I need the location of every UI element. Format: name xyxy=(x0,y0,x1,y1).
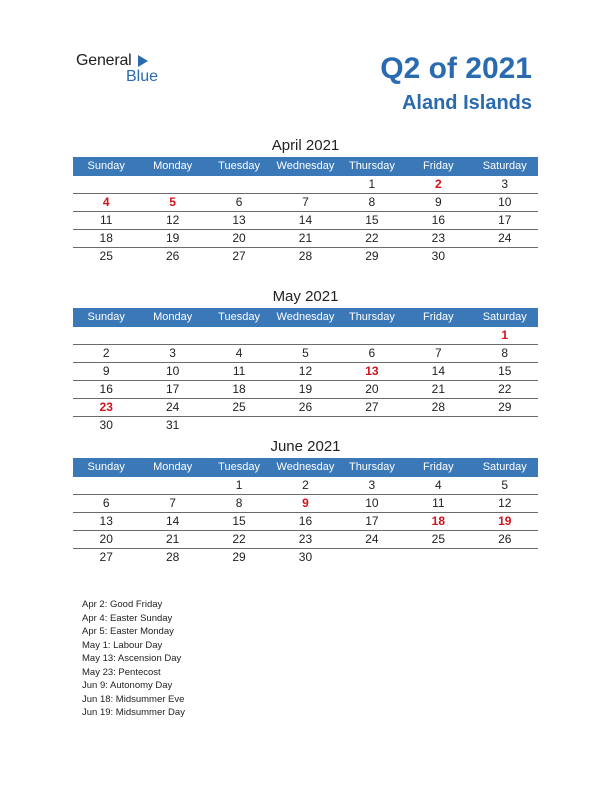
day-cell: 26 xyxy=(498,532,512,546)
weekday-header-tuesday: Tuesday xyxy=(218,311,260,323)
weekday-header-thursday: Thursday xyxy=(348,311,395,323)
weekday-header-monday: Monday xyxy=(153,311,193,323)
day-cell: 2 xyxy=(434,177,442,191)
week-row xyxy=(73,513,538,531)
holiday-item: May 13: Ascension Day xyxy=(82,653,182,664)
day-cell: 25 xyxy=(431,532,445,546)
day-cell: 21 xyxy=(165,532,180,546)
week-row xyxy=(73,363,538,381)
empty-day-cell xyxy=(139,327,205,344)
day-cell: 2 xyxy=(302,478,309,492)
month-title: June 2021 xyxy=(270,438,341,455)
day-cell: 9 xyxy=(102,364,110,378)
day-cell: 4 xyxy=(235,346,243,360)
day-cell: 16 xyxy=(431,213,445,227)
empty-day-cell xyxy=(73,176,139,193)
day-cell: 24 xyxy=(498,231,512,245)
day-cell: 30 xyxy=(298,550,313,564)
empty-day-cell xyxy=(139,477,205,494)
logo-general-text: General xyxy=(76,52,132,69)
logo-blue-text: Blue xyxy=(126,68,159,85)
week-row xyxy=(73,176,538,194)
day-cell: 23 xyxy=(99,400,113,414)
empty-day-cell xyxy=(272,176,338,193)
empty-day-cell xyxy=(339,327,405,344)
day-cell: 20 xyxy=(232,231,246,245)
day-cell: 14 xyxy=(165,514,180,528)
day-cell: 17 xyxy=(498,213,512,227)
day-cell: 20 xyxy=(365,382,379,396)
day-cell: 1 xyxy=(368,177,376,191)
generalblue-logo xyxy=(76,52,186,88)
day-cell: 5 xyxy=(501,478,509,492)
day-cell: 27 xyxy=(99,550,113,564)
empty-day-cell xyxy=(206,327,272,344)
empty-day-cell xyxy=(272,327,338,344)
day-cell: 7 xyxy=(434,346,442,360)
day-cell: 30 xyxy=(431,249,445,263)
holiday-item: Apr 5: Easter Monday xyxy=(82,626,174,637)
day-cell: 16 xyxy=(99,382,113,396)
empty-day-cell xyxy=(405,549,471,566)
calendar-april xyxy=(73,135,538,265)
day-cell: 18 xyxy=(99,231,113,245)
day-cell: 8 xyxy=(501,346,509,360)
empty-day-cell xyxy=(73,477,139,494)
day-cell: 27 xyxy=(232,249,246,263)
day-cell: 24 xyxy=(165,400,180,414)
page-title: Q2 of 2021 xyxy=(380,52,532,85)
weekday-header-friday: Friday xyxy=(423,461,454,473)
weekday-header-thursday: Thursday xyxy=(348,461,395,473)
day-cell: 10 xyxy=(365,496,379,510)
day-cell: 13 xyxy=(365,364,379,378)
week-row xyxy=(73,477,538,495)
day-cell: 12 xyxy=(298,364,313,378)
day-cell: 29 xyxy=(365,249,379,263)
week-row xyxy=(73,248,538,265)
day-cell: 19 xyxy=(298,382,313,396)
holiday-list xyxy=(82,598,185,720)
day-cell: 21 xyxy=(431,382,445,396)
empty-day-cell xyxy=(472,549,538,566)
week-row xyxy=(73,399,538,417)
empty-day-cell xyxy=(73,327,139,344)
day-cell: 4 xyxy=(102,195,110,209)
holiday-item: Apr 4: Easter Sunday xyxy=(82,612,173,624)
day-cell: 10 xyxy=(498,195,512,209)
day-cell: 5 xyxy=(169,195,176,209)
empty-day-cell xyxy=(206,176,272,193)
weekday-header-tuesday: Tuesday xyxy=(218,461,260,473)
day-cell: 3 xyxy=(368,478,376,492)
day-cell: 7 xyxy=(302,195,309,209)
day-cell: 22 xyxy=(232,532,246,546)
weekday-header-wednesday: Wednesday xyxy=(276,160,335,172)
day-cell: 14 xyxy=(298,213,313,227)
week-row xyxy=(73,345,538,363)
day-cell: 11 xyxy=(232,364,246,378)
day-cell: 13 xyxy=(99,514,113,528)
day-cell: 6 xyxy=(368,346,376,360)
weekday-header-friday: Friday xyxy=(423,311,454,323)
day-cell: 31 xyxy=(165,418,180,432)
day-cell: 3 xyxy=(501,177,509,191)
week-row xyxy=(73,230,538,248)
empty-day-cell xyxy=(206,417,272,434)
week-row xyxy=(73,531,538,549)
day-cell: 7 xyxy=(169,496,176,510)
day-cell: 8 xyxy=(235,496,243,510)
day-cell: 22 xyxy=(365,231,379,245)
holiday-item: Jun 9: Autonomy Day xyxy=(82,680,173,691)
day-cell: 28 xyxy=(165,550,180,564)
month-title: May 2021 xyxy=(272,288,339,305)
holiday-item: Jun 19: Midsummer Day xyxy=(82,707,185,718)
weekday-header-wednesday: Wednesday xyxy=(276,311,335,323)
calendar-may xyxy=(73,286,538,434)
day-cell: 12 xyxy=(498,496,512,510)
month-title: April 2021 xyxy=(271,137,340,154)
empty-day-cell xyxy=(405,327,471,344)
day-cell: 28 xyxy=(298,249,313,263)
day-cell: 23 xyxy=(298,532,313,546)
holiday-item: Apr 2: Good Friday xyxy=(82,599,163,610)
weekday-header-wednesday: Wednesday xyxy=(276,461,335,473)
holiday-item: Jun 18: Midsummer Eve xyxy=(82,693,185,705)
day-cell: 30 xyxy=(99,418,113,432)
day-cell: 6 xyxy=(102,496,110,510)
day-cell: 19 xyxy=(498,514,512,528)
weekday-header-friday: Friday xyxy=(423,160,454,172)
weekday-header-saturday: Saturday xyxy=(482,160,527,172)
day-cell: 4 xyxy=(434,478,442,492)
day-cell: 18 xyxy=(232,382,246,396)
day-cell: 29 xyxy=(498,400,512,414)
day-cell: 8 xyxy=(368,195,376,209)
holiday-item: May 1: Labour Day xyxy=(82,639,163,651)
day-cell: 16 xyxy=(298,514,313,528)
day-cell: 29 xyxy=(232,550,246,564)
calendar-june xyxy=(73,436,538,566)
holiday-item: May 23: Pentecost xyxy=(82,666,161,678)
week-row xyxy=(73,327,538,345)
empty-day-cell xyxy=(339,549,405,566)
day-cell: 9 xyxy=(302,496,309,510)
page-subtitle: Aland Islands xyxy=(401,92,532,114)
day-cell: 19 xyxy=(165,231,180,245)
day-cell: 1 xyxy=(501,328,509,342)
day-cell: 25 xyxy=(232,400,246,414)
empty-day-cell xyxy=(139,176,205,193)
day-cell: 22 xyxy=(498,382,512,396)
day-cell: 12 xyxy=(165,213,180,227)
day-cell: 15 xyxy=(498,364,512,378)
day-cell: 24 xyxy=(365,532,379,546)
empty-day-cell xyxy=(472,248,538,265)
day-cell: 3 xyxy=(169,346,176,360)
day-cell: 18 xyxy=(431,514,445,528)
day-cell: 20 xyxy=(99,532,113,546)
day-cell: 17 xyxy=(165,382,180,396)
day-cell: 1 xyxy=(235,478,243,492)
weekday-header-saturday: Saturday xyxy=(482,311,527,323)
day-cell: 11 xyxy=(99,213,113,227)
weekday-header-monday: Monday xyxy=(153,160,193,172)
week-row xyxy=(73,381,538,399)
weekday-header-tuesday: Tuesday xyxy=(218,160,260,172)
empty-day-cell xyxy=(472,417,538,434)
weekday-header-thursday: Thursday xyxy=(348,160,395,172)
day-cell: 15 xyxy=(365,213,379,227)
day-cell: 11 xyxy=(432,496,445,510)
week-row xyxy=(73,549,538,566)
day-cell: 5 xyxy=(302,346,309,360)
day-cell: 2 xyxy=(102,346,110,360)
day-cell: 26 xyxy=(165,249,180,263)
weekday-header-monday: Monday xyxy=(153,461,193,473)
day-cell: 26 xyxy=(298,400,313,414)
day-cell: 6 xyxy=(235,195,243,209)
weekday-header-row xyxy=(73,157,538,176)
week-row xyxy=(73,194,538,212)
day-cell: 17 xyxy=(365,514,379,528)
logo-flag-icon xyxy=(138,55,148,67)
weekday-header-row xyxy=(73,308,538,327)
day-cell: 28 xyxy=(431,400,445,414)
weekday-header-saturday: Saturday xyxy=(482,461,527,473)
weekday-header-sunday: Sunday xyxy=(87,311,125,323)
day-cell: 15 xyxy=(232,514,246,528)
day-cell: 21 xyxy=(298,231,313,245)
day-cell: 10 xyxy=(165,364,180,378)
week-row xyxy=(73,495,538,513)
day-cell: 23 xyxy=(431,231,445,245)
day-cell: 13 xyxy=(232,213,246,227)
week-row xyxy=(73,417,538,434)
empty-day-cell xyxy=(339,417,405,434)
empty-day-cell xyxy=(405,417,471,434)
weekday-header-row xyxy=(73,458,538,477)
weekday-header-sunday: Sunday xyxy=(87,461,125,473)
day-cell: 25 xyxy=(99,249,113,263)
day-cell: 27 xyxy=(365,400,379,414)
week-row xyxy=(73,212,538,230)
day-cell: 14 xyxy=(431,364,445,378)
empty-day-cell xyxy=(272,417,338,434)
day-cell: 9 xyxy=(434,195,442,209)
weekday-header-sunday: Sunday xyxy=(87,160,125,172)
